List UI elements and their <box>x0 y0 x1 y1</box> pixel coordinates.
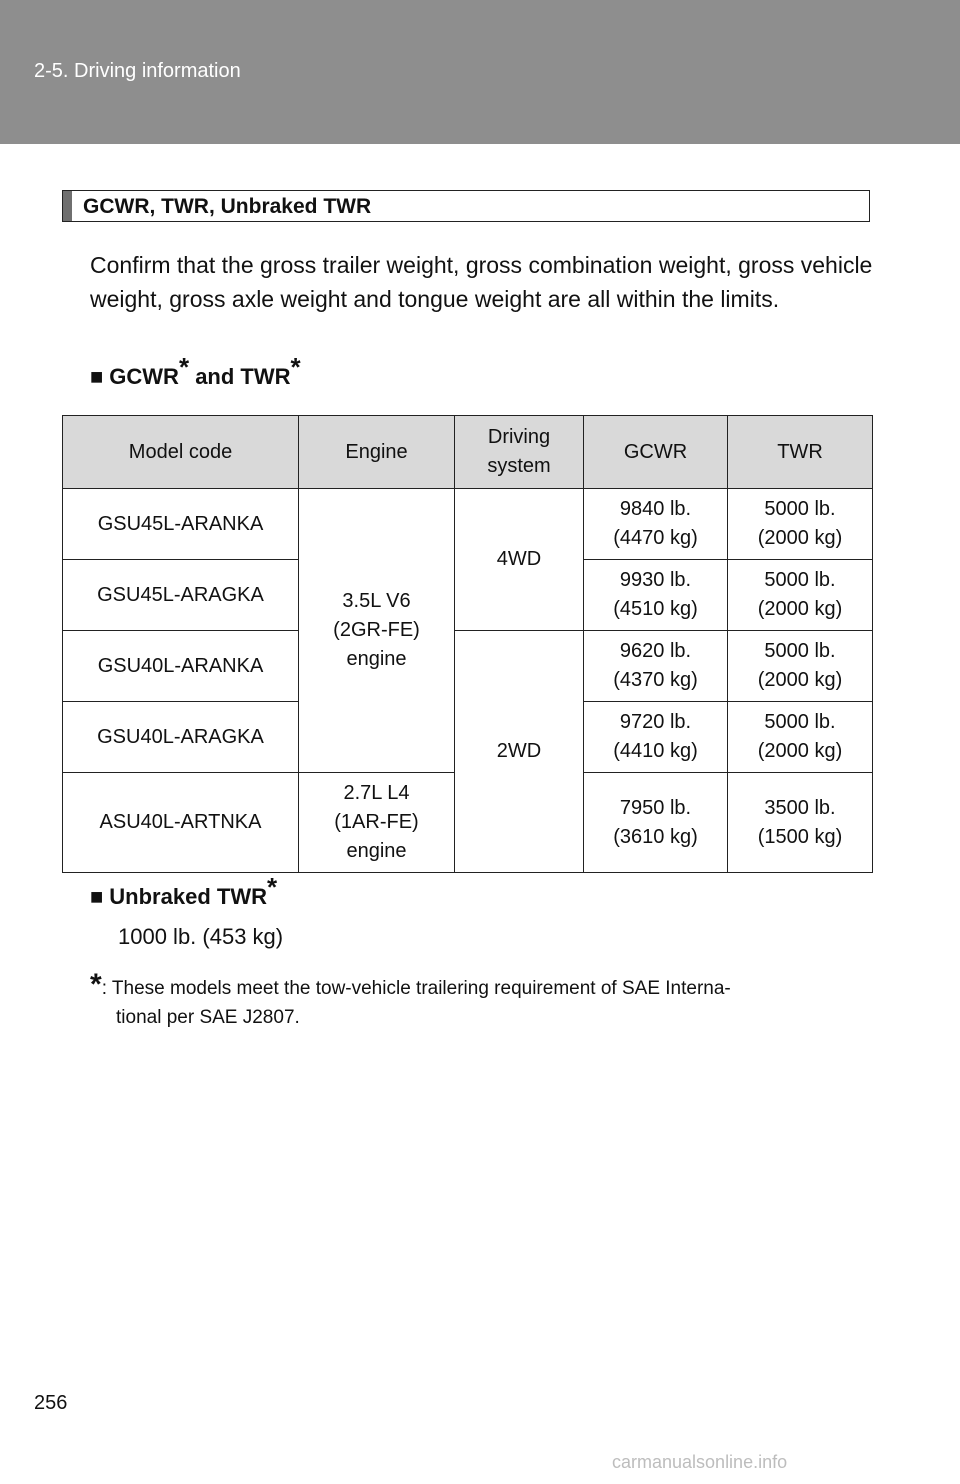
cell-engine-v6: 3.5L V6 (2GR-FE) engine <box>299 489 455 773</box>
page-number: 256 <box>34 1392 68 1414</box>
cell-engine-l4: 2.7L L4 (1AR-FE) engine <box>299 773 455 873</box>
cell-model-code: GSU45L-ARANKA <box>63 489 299 560</box>
square-bullet-icon: ■ <box>90 884 104 909</box>
cell-gcwr: 9840 lb. (4470 kg) <box>584 489 728 560</box>
cell-model-code: GSU40L-ARAGKA <box>63 702 299 773</box>
intro-paragraph: Confirm that the gross trailer weight, gross combination weight, gross vehicle weight, gross axle weight and tongue weight are all within the limits. <box>90 252 873 312</box>
cell-model-code: GSU45L-ARAGKA <box>63 560 299 631</box>
unbraked-twr-value: 1000 lb. (453 kg) <box>118 924 284 949</box>
watermark: carmanualsonline.info <box>612 1452 788 1472</box>
header-model-code: Model code <box>63 416 299 489</box>
cell-twr: 5000 lb. (2000 kg) <box>728 702 873 773</box>
footnote-line-1: : These models meet the tow-vehicle trailering requirement of SAE Interna- <box>101 978 731 999</box>
square-bullet-icon: ■ <box>90 364 104 389</box>
footnote-line-2: tional per SAE J2807. <box>116 1007 300 1028</box>
header-engine: Engine <box>299 416 455 489</box>
section-title-bar <box>62 190 870 222</box>
cell-gcwr: 9620 lb. (4370 kg) <box>584 631 728 702</box>
table-row <box>63 631 873 702</box>
header-driving-system-text: Driving system <box>487 426 551 477</box>
asterisk-mark: * <box>178 351 190 382</box>
subheading-unbraked-twr <box>90 871 278 910</box>
cell-model-code: ASU40L-ARTNKA <box>63 773 299 873</box>
cell-twr: 3500 lb. (1500 kg) <box>728 773 873 873</box>
title-bar-accent <box>63 191 72 221</box>
header-twr: TWR <box>728 416 873 489</box>
table-row <box>63 489 873 560</box>
table-header-row <box>63 416 873 489</box>
subheading-gcwr-label: GCWR <box>109 364 179 389</box>
cell-drive-4wd: 4WD <box>455 489 584 631</box>
cell-twr: 5000 lb. (2000 kg) <box>728 489 873 560</box>
cell-twr: 5000 lb. (2000 kg) <box>728 631 873 702</box>
header-gcwr: GCWR <box>584 416 728 489</box>
cell-model-code: GSU40L-ARANKA <box>63 631 299 702</box>
section-heading: 2-5. Driving information <box>34 60 241 82</box>
cell-gcwr: 9720 lb. (4410 kg) <box>584 702 728 773</box>
section-title: GCWR, TWR, Unbraked TWR <box>83 195 372 218</box>
cell-drive-2wd: 2WD <box>455 631 584 873</box>
asterisk-mark: * <box>290 351 301 382</box>
footnote-asterisk: * <box>90 968 102 1001</box>
cell-gcwr: 9930 lb. (4510 kg) <box>584 560 728 631</box>
subheading-twr-label: and TWR <box>189 364 291 389</box>
cell-gcwr: 7950 lb. (3610 kg) <box>584 773 728 873</box>
weights-table <box>62 415 873 873</box>
subheading-unbraked-label: Unbraked TWR <box>109 884 267 909</box>
asterisk-mark: * <box>266 871 278 902</box>
cell-twr: 5000 lb. (2000 kg) <box>728 560 873 631</box>
header-driving-system <box>455 416 584 489</box>
subheading-gcwr-twr <box>90 351 301 390</box>
footnote <box>90 970 880 1032</box>
header-band <box>0 0 960 144</box>
